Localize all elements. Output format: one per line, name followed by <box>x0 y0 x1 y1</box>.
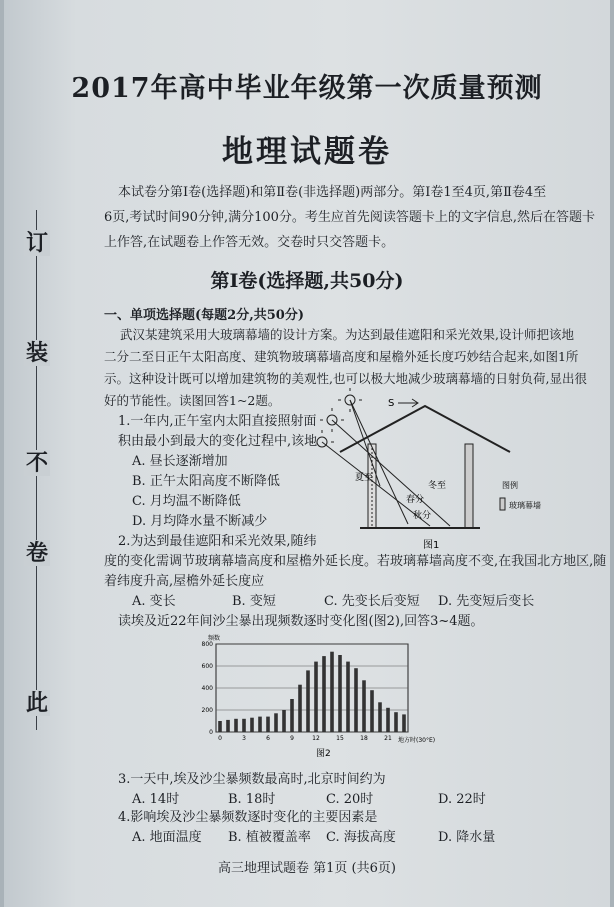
question-4: 4.影响埃及沙尘暴频数逐时变化的主要因素是 <box>118 810 378 825</box>
binding-char: 此 <box>25 690 48 716</box>
option-text: A. 昼长逐渐增加 <box>132 454 228 469</box>
chart-bar <box>378 702 382 732</box>
option-text: C. 月均温不断降低 <box>132 494 241 509</box>
passage-line: 二分二至日正午太阳高度、建筑物玻璃幕墙高度和屋檐外延长度巧妙结合起来,如图1所 <box>104 349 579 364</box>
chart-bar <box>234 719 238 732</box>
intro-line: 上作答,在试题卷上作答无效。交卷时只交答题卡。 <box>104 235 395 250</box>
legend-title: 图例 <box>502 481 518 490</box>
option-text: B. 植被覆盖率 <box>228 830 311 845</box>
y-axis-label: 频数 <box>208 635 221 642</box>
x-tick-label: 12 <box>312 735 320 742</box>
chart-bar <box>370 690 374 732</box>
binding-char: 装 <box>25 340 48 366</box>
chart-bar <box>314 662 318 732</box>
option-text: B. 变短 <box>232 594 276 609</box>
binding-char: 不 <box>25 450 48 476</box>
chart-bar <box>330 652 334 732</box>
direction-arrow <box>398 399 418 407</box>
page-footer: 高三地理试题卷 第1页 (共6页) <box>218 861 396 876</box>
spring-label: 春分 <box>406 495 425 505</box>
x-tick-label: 0 <box>218 735 222 742</box>
option-text: A. 14时 <box>132 792 180 807</box>
option-text: D. 22时 <box>438 792 486 807</box>
sun-rays <box>322 400 450 526</box>
section-title: 第Ⅰ卷(选择题,共50分) <box>210 270 404 292</box>
chart-bar <box>338 655 342 732</box>
chart-bar <box>282 710 286 732</box>
chart-bar <box>242 719 246 732</box>
x-tick-label: 6 <box>266 735 270 742</box>
option-text: D. 月均降水量不断减少 <box>132 514 268 529</box>
y-tick-label: 0 <box>209 729 213 736</box>
figure-2 <box>188 630 448 760</box>
x-tick-label: 15 <box>336 735 344 742</box>
rear-wall <box>465 444 473 528</box>
part-heading: 一、单项选择题(每题2分,共50分) <box>104 308 304 323</box>
winter-label: 冬至 <box>428 481 447 491</box>
exam-title: 2017年高中毕业年级第一次质量预测 <box>71 73 543 104</box>
sun-icon <box>310 388 362 447</box>
binding-char: 卷 <box>25 540 48 566</box>
option-text: C. 20时 <box>326 792 374 807</box>
passage-line: 武汉某建筑采用大玻璃幕墙的设计方案。为达到最佳遮阳和采光效果,设计师把该地 <box>120 327 574 342</box>
chart-bar <box>386 708 390 732</box>
option-text: A. 变长 <box>132 594 176 609</box>
question-1-line: 1.一年内,正午室内太阳直接照射面 <box>118 414 317 429</box>
chart-bar <box>354 668 358 732</box>
chart-bar <box>298 685 302 732</box>
passage-line: 示。这种设计既可以增加建筑物的美观性,也可以极大地减少玻璃幕墙的日射负荷,显出很 <box>104 371 587 386</box>
question-1-line: 积由最小到最大的变化过程中,该地 <box>118 434 318 449</box>
chart-bar <box>306 670 310 732</box>
sandstorm-chart <box>188 630 448 760</box>
summer-label: 夏至 <box>355 473 374 483</box>
legend-swatch <box>500 498 505 510</box>
chart-bar <box>402 714 406 732</box>
lead-text: 读埃及近22年间沙尘暴出现频数逐时变化图(图2),回答3~4题。 <box>118 614 484 629</box>
question-3: 3.一天中,埃及沙尘暴频数最高时,北京时间约为 <box>118 772 386 787</box>
chart-bar <box>290 699 294 732</box>
chart-bar <box>258 717 262 732</box>
chart-bar <box>226 720 230 732</box>
exam-subtitle: 地理试题卷 <box>222 134 392 170</box>
option-text: B. 18时 <box>228 792 276 807</box>
chart-bar <box>274 713 278 732</box>
option-text: C. 先变长后变短 <box>324 594 420 609</box>
x-tick-label: 3 <box>242 735 246 742</box>
question-2-line: 度的变化需调节玻璃幕墙高度和屋檐外延长度。若玻璃幕墙高度不变,在我国北方地区,随 <box>104 554 607 569</box>
legend-label: 玻璃幕墙 <box>509 501 541 510</box>
chart-bar <box>266 717 270 732</box>
y-tick-label: 200 <box>201 707 213 714</box>
option-text: D. 先变短后变长 <box>438 594 535 609</box>
question-2-line: 2.为达到最佳遮阳和采光效果,随纬 <box>118 534 317 549</box>
option-text: D. 降水量 <box>438 830 496 845</box>
chart-bar <box>394 712 398 732</box>
passage-line: 好的节能性。读图回答1~2题。 <box>104 393 281 408</box>
south-label: S <box>388 398 395 409</box>
chart-bar <box>250 718 254 732</box>
x-tick-label: 21 <box>384 735 392 742</box>
chart-bar <box>362 680 366 732</box>
intro-line: 本试卷分第Ⅰ卷(选择题)和第Ⅱ卷(非选择题)两部分。第Ⅰ卷1至4页,第Ⅱ卷4至 <box>118 185 547 200</box>
intro-line: 6页,考试时间90分钟,满分100分。考生应首先阅读答题卡上的文字信息,然后在答题卡 <box>104 210 596 225</box>
x-tick-label: 18 <box>360 735 368 742</box>
figure-1 <box>310 386 560 556</box>
option-text: C. 海拔高度 <box>326 830 396 845</box>
question-2-line: 着纬度升高,屋檐外延长度应 <box>104 574 265 589</box>
chart-bar <box>346 662 350 732</box>
y-tick-label: 400 <box>201 685 213 692</box>
y-tick-label: 800 <box>201 641 213 648</box>
chart-bar <box>218 721 222 732</box>
figure-1-caption: 图1 <box>423 540 440 551</box>
chart-bar <box>322 656 326 732</box>
x-tick-label: 9 <box>290 735 294 742</box>
autumn-label: 秋分 <box>413 511 432 521</box>
figure-2-caption: 图2 <box>316 749 331 759</box>
x-axis-label: 地方时(30°E) <box>398 737 436 744</box>
option-text: B. 正午太阳高度不断降低 <box>132 474 280 489</box>
option-text: A. 地面温度 <box>132 830 202 845</box>
binding-char: 订 <box>25 230 48 256</box>
y-tick-label: 600 <box>201 663 213 670</box>
